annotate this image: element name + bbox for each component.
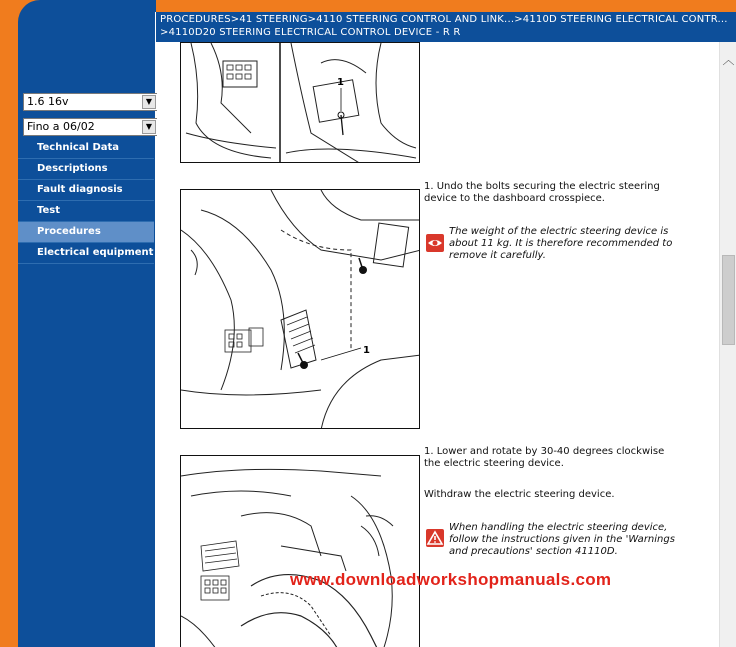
step-3-withdraw: Withdraw the electric steering device. — [424, 489, 615, 500]
step-3-note-line-2: follow the instructions given in the 'Warnings — [449, 534, 675, 545]
watermark: www.downloadworkshopmanuals.com — [290, 570, 612, 589]
figure-bottom-drawing — [181, 456, 420, 647]
left-stripe — [0, 0, 18, 647]
date-select[interactable] — [23, 118, 158, 136]
step-3-note — [449, 522, 675, 558]
engine-select[interactable] — [23, 93, 158, 111]
step-3-text — [424, 446, 664, 470]
date-select-value: Fino a 06/02 — [27, 120, 95, 133]
step-2-note — [449, 226, 672, 262]
step-3-note-line-3: and precautions' section 41110D. — [449, 546, 618, 557]
breadcrumb — [156, 12, 736, 42]
step-3-note-line-1: When handling the electric steering device, — [449, 522, 668, 533]
warning-icon — [426, 529, 444, 547]
sidebar-item-descriptions[interactable]: Descriptions — [18, 159, 154, 180]
dropdown-arrow-icon[interactable]: ▼ — [142, 95, 156, 109]
breadcrumb-line-2[interactable]: >4110D20 STEERING ELECTRICAL CONTROL DEVICE - R R — [160, 27, 461, 38]
figure-middle-drawing — [181, 190, 420, 429]
figure-middle-callout: 1 — [363, 345, 370, 356]
eye-icon — [426, 234, 444, 252]
step-2-text — [424, 181, 660, 205]
breadcrumb-line-1[interactable]: PROCEDURES>41 STEERING>4110 STEERING CONTROL AND LINK...>4110D STEERING ELECTRICAL CONTR... — [160, 14, 728, 25]
sidebar-item-technical-data[interactable]: Technical Data — [18, 138, 154, 159]
step-2-note-line-1: The weight of the electric steering device is — [449, 226, 669, 237]
engine-select-value: 1.6 16v — [27, 95, 69, 108]
step-3-line-2: the electric steering device. — [424, 458, 564, 469]
step-3-line-1: 1. Lower and rotate by 30-40 degrees clockwise — [424, 446, 665, 457]
sidebar-item-fault-diagnosis[interactable]: Fault diagnosis — [18, 180, 154, 201]
sidebar-item-electrical-equipment[interactable]: Electrical equipment — [18, 243, 154, 264]
step-2-note-line-2: about 11 kg. It is therefore recommended to — [449, 238, 673, 249]
sidebar-item-test[interactable]: Test — [18, 201, 154, 222]
figure-top — [180, 42, 420, 163]
vertical-scrollbar[interactable] — [719, 42, 736, 647]
step-2-line-1: 1. Undo the bolts securing the electric steering — [424, 181, 660, 192]
dropdown-arrow-icon[interactable]: ▼ — [142, 120, 156, 134]
figure-bottom — [180, 455, 420, 647]
sidebar-nav — [18, 138, 154, 264]
logo-block — [18, 0, 156, 38]
figure-top-callout: 1 — [337, 77, 344, 88]
step-2-line-2: device to the dashboard crosspiece. — [424, 193, 605, 204]
scrollbar-thumb[interactable] — [722, 255, 735, 345]
content-area — [157, 42, 719, 647]
figure-middle — [180, 189, 420, 429]
figure-top-drawing — [181, 43, 420, 163]
sidebar-item-procedures[interactable]: Procedures — [18, 222, 154, 243]
chevron-up-icon[interactable]: ︿ — [722, 53, 735, 67]
step-2-note-line-3: remove it carefully. — [449, 250, 546, 261]
